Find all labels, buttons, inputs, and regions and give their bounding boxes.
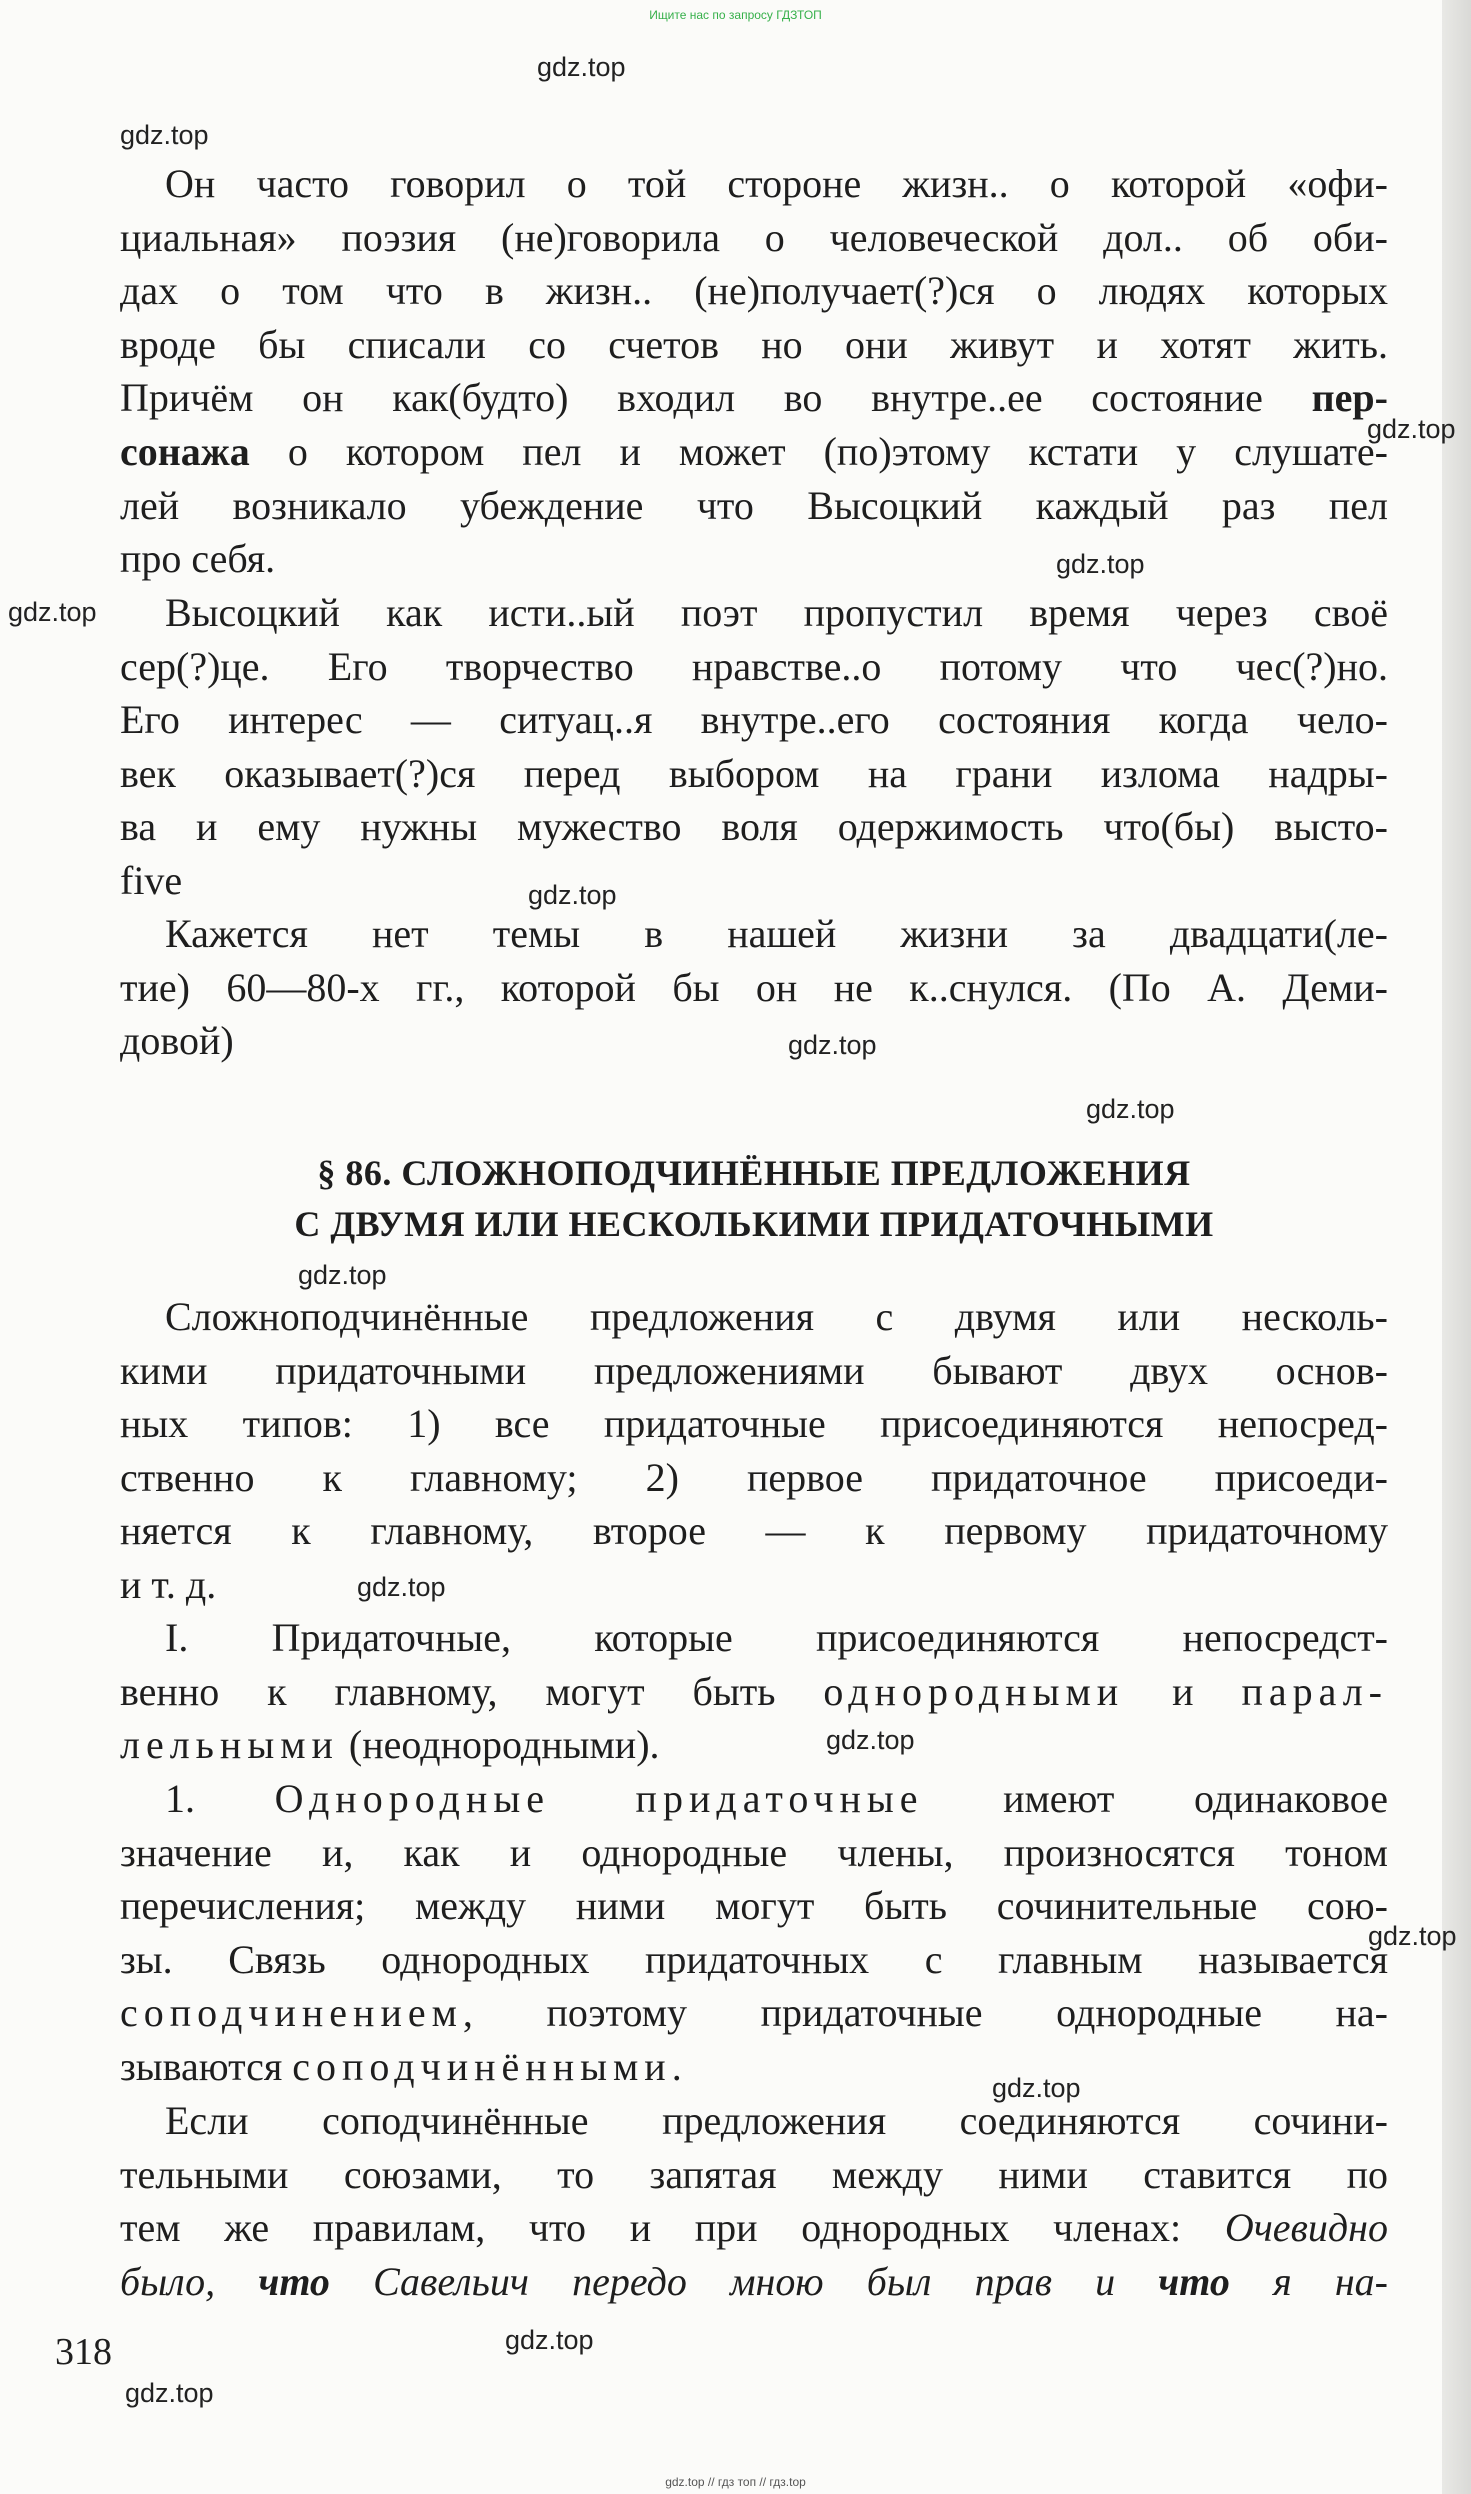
text-line: довой) — [120, 1018, 234, 1064]
watermark: gdz.top — [357, 1572, 446, 1602]
text-span: Савельич передо мною был прав и — [329, 2258, 1159, 2304]
text-line — [120, 1665, 1388, 1719]
heading-line: § 86. СЛОЖНОПОДЧИНЁННЫЕ ПРЕДЛОЖЕНИЯ — [317, 1153, 1191, 1193]
text-line — [120, 2201, 1388, 2255]
italic-example: Очевидно — [1224, 2205, 1388, 2251]
section-heading — [120, 1148, 1388, 1250]
text-span: было, — [120, 2258, 259, 2304]
text-line: вроде бы списали со счетов но они живут и хотят жить. — [120, 321, 1388, 367]
text-line: Кажется нет темы в нашей жизни за двадцати(ле- — [165, 911, 1388, 956]
text-line: Он часто говорил о той стороне жизн.. о которой «офи- — [165, 161, 1388, 206]
text-line: тие) 60—80-х гг., которой бы он не к..снулся. (По А. Деми- — [120, 964, 1388, 1010]
text-line: кими придаточными предложениями бывают двух основ- — [120, 1347, 1388, 1393]
text-line — [120, 1718, 1388, 1772]
paragraph-types — [120, 1611, 1388, 1772]
text-line — [120, 425, 1388, 479]
watermark: gdz.top — [8, 597, 97, 627]
text-line: перечисления; между ними могут быть сочинительные сою- — [120, 1883, 1388, 1929]
watermark: gdz.top — [1056, 549, 1145, 579]
text-span: , поэтому придаточные однородные на- — [462, 1990, 1388, 2036]
spaced-term: однородными — [823, 1668, 1125, 1714]
text-line: Высоцкий как исти..ый поэт пропустил время через своё — [165, 590, 1388, 635]
bold-term: сонажа — [120, 428, 250, 474]
text-span: тем же правилам, что и при однородных членах: — [120, 2205, 1225, 2251]
spaced-term: лельными — [120, 1722, 339, 1768]
watermark: gdz.top — [528, 880, 617, 910]
paragraph-intro — [120, 1290, 1388, 1612]
watermark: gdz.top — [120, 120, 209, 150]
text-span: о котором пел и может (по)этому кстати у слушате- — [249, 428, 1388, 474]
spaced-term: Однородные придаточные — [274, 1776, 924, 1821]
text-span: имеют одинаковое — [923, 1776, 1388, 1821]
bold-conjunction: что — [1158, 2258, 1230, 2304]
text-line: I. Придаточные, которые присоединяются непосредст- — [165, 1615, 1388, 1660]
text-line: дах о том что в жизн.. (не)получает(?)ся о людях которых — [120, 268, 1388, 314]
text-line: про себя. — [120, 536, 276, 582]
text-line: Сложноподчинённые предложения с двумя или несколь- — [165, 1294, 1388, 1339]
spaced-term: парал- — [1241, 1668, 1388, 1714]
watermark: gdz.top — [1086, 1094, 1175, 1124]
watermark: gdz.top — [788, 1030, 877, 1060]
paragraph-homogeneous — [120, 1772, 1388, 2094]
text-span: и — [1124, 1668, 1242, 1714]
watermark: gdz.top — [505, 2325, 594, 2355]
watermark: gdz.top — [992, 2073, 1081, 2103]
watermark: gdz.top — [1368, 1921, 1457, 1951]
text-line: и т. д. — [120, 1561, 217, 1607]
page-edge-shadow — [1442, 0, 1471, 2494]
text-line — [120, 1986, 1388, 2040]
text-line: няется к главному, второе — к первому придаточному — [120, 1508, 1388, 1554]
text-line — [120, 2040, 1388, 2094]
heading-line: С ДВУМЯ ИЛИ НЕСКОЛЬКИМИ ПРИДАТОЧНЫМИ — [294, 1204, 1214, 1244]
text-line: five — [120, 857, 183, 903]
paragraph-vysotsky-1 — [120, 157, 1388, 586]
text-span: (неоднородными). — [338, 1722, 660, 1768]
watermark: gdz.top — [826, 1725, 915, 1755]
watermark: gdz.top — [125, 2378, 214, 2408]
text-line: тельными союзами, то запятая между ними ставится по — [120, 2151, 1388, 2197]
text-span: венно к главному, могут быть — [120, 1668, 824, 1714]
bold-conjunction: что — [258, 2258, 330, 2304]
paragraph-vysotsky-3 — [120, 907, 1388, 1068]
text-line: сер(?)це. Его творчество нравстве..о потому что чес(?)но. — [120, 643, 1388, 689]
text-span: я на- — [1229, 2258, 1388, 2304]
watermark: gdz.top — [298, 1260, 387, 1290]
text-line: Если соподчинённые предложения соединяются сочини- — [165, 2098, 1388, 2143]
watermark: gdz.top — [537, 52, 626, 82]
paragraph-vysotsky-2 — [120, 586, 1388, 908]
text-line: Его интерес — ситуац..я внутре..его состояния когда чело- — [120, 697, 1388, 743]
text-line: ных типов: 1) все придаточные присоединяются непосред- — [120, 1401, 1388, 1447]
text-line: значение и, как и однородные члены, произносятся тоном — [120, 1829, 1388, 1875]
text-span: 1. — [165, 1776, 275, 1821]
text-span: зываются — [120, 2043, 293, 2089]
watermark: gdz.top — [1367, 414, 1456, 444]
text-line: век оказывает(?)ся перед выбором на грани излома надры- — [120, 750, 1388, 796]
bold-term: пер- — [1311, 375, 1388, 421]
footer-banner[interactable]: gdz.top // гдз топ // гдз.top — [665, 2475, 806, 2489]
text-line — [120, 371, 1388, 425]
italic-example — [120, 2259, 1388, 2304]
text-span: . — [671, 2043, 682, 2089]
text-line: ва и ему нужны мужество воля одержимость что(бы) высто- — [120, 804, 1388, 850]
text-line — [120, 2255, 1388, 2309]
text-line: зы. Связь однородных придаточных с главным называется — [120, 1936, 1388, 1982]
paragraph-coordination — [120, 2094, 1388, 2308]
text-line: лей возникало убеждение что Высоцкий каждый раз пел — [120, 482, 1388, 528]
text-line: ственно к главному; 2) первое придаточное присоеди- — [120, 1454, 1388, 1500]
page-number: 318 — [55, 2331, 112, 2373]
site-banner[interactable]: Ищите нас по запросу ГДЗТОП — [649, 8, 822, 22]
spaced-term: соподчинёнными — [292, 2043, 672, 2089]
text-line — [120, 1772, 1388, 1826]
text-line: циальная» поэзия (не)говорила о человеческой дол.. об оби- — [120, 214, 1388, 260]
text-span: Причём он как(будто) входил во внутре..ее состояние — [120, 375, 1312, 421]
spaced-term: соподчинением — [120, 1990, 463, 2036]
